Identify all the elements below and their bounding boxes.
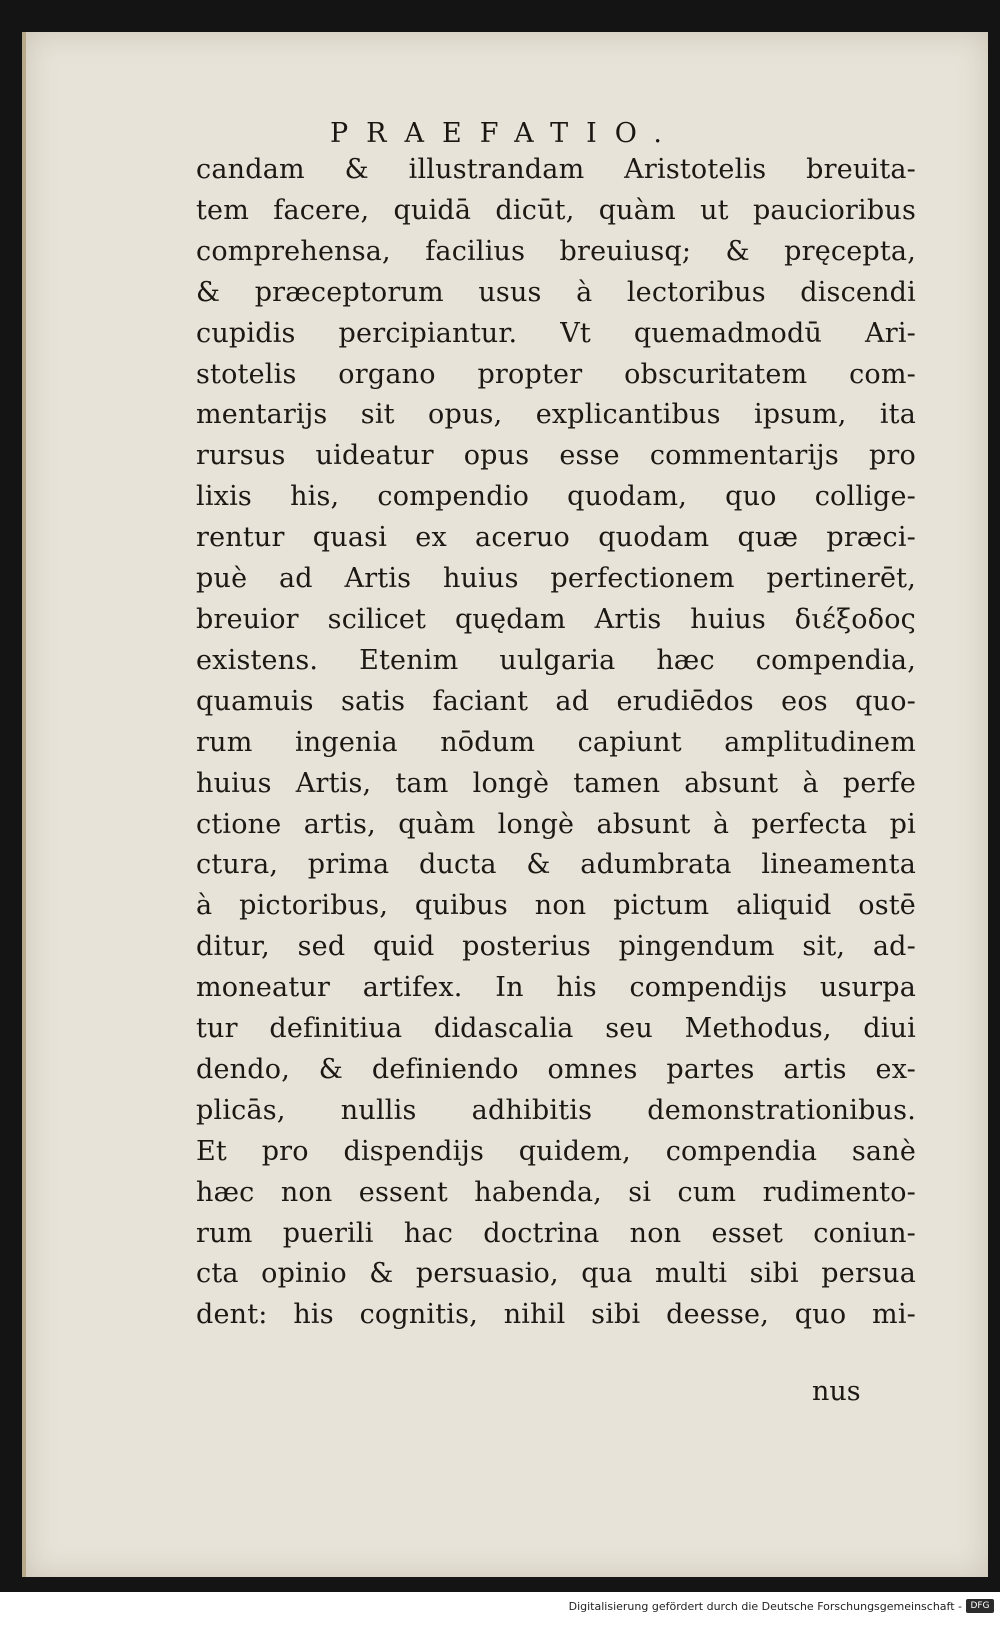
- text-line: existens. Etenim uulgaria hæc compendia,: [196, 644, 916, 676]
- text-line: ctione artis, quàm longè absunt à perfecta pi: [196, 808, 916, 840]
- text-line: rum ingenia nōdum capiunt amplitudinem: [196, 726, 916, 758]
- text-line: plicās, nullis adhibitis demonstrationibus.: [196, 1094, 916, 1126]
- text-line: cta opinio & persuasio, qua multi sibi persua: [196, 1258, 916, 1290]
- text-line: rentur quasi ex aceruo quodam quæ præci-: [196, 522, 916, 554]
- funding-credit: Digitalisierung gefördert durch die Deutsche Forschungsgemeinschaft -: [568, 1600, 962, 1613]
- text-line: tem facere, quidā dicūt, quàm ut paucioribus: [196, 194, 916, 226]
- text-line: cupidis percipiantur. Vt quemadmodū Ari-: [196, 317, 916, 349]
- text-line: rursus uideatur opus esse commentarijs pro: [196, 440, 916, 472]
- text-line: à pictoribus, quibus non pictum aliquid ostē: [196, 890, 916, 922]
- text-line: Et pro dispendijs quidem, compendia sanè: [196, 1135, 916, 1167]
- text-line: stotelis organo propter obscuritatem com-: [196, 358, 916, 390]
- text-line: breuior scilicet quędam Artis huius διέξοδος: [196, 603, 916, 635]
- text-line: comprehensa, facilius breuiusq; & pręcepta,: [196, 235, 916, 267]
- text-line: rum puerili hac doctrina non esset coniun-: [196, 1217, 916, 1249]
- text-line: ctura, prima ducta & adumbrata lineamenta: [196, 849, 916, 881]
- text-line: quamuis satis faciant ad erudiēdos eos quo-: [196, 685, 916, 717]
- text-line: & præceptorum usus à lectoribus discendi: [196, 276, 916, 308]
- text-line: hæc non essent habenda, si cum rudimento-: [196, 1176, 916, 1208]
- text-line: ditur, sed quid posterius pingendum sit, ad-: [196, 931, 916, 963]
- text-line: moneatur artifex. In his compendijs usurpa: [196, 972, 916, 1004]
- text-line: dendo, & definiendo omnes partes artis ex-: [196, 1053, 916, 1085]
- text-line: huius Artis, tam longè tamen absunt à perfe: [196, 767, 916, 799]
- running-header: PRAEFATIO.: [330, 118, 680, 149]
- text-line: dent: his cognitis, nihil sibi deesse, quo mi-: [196, 1299, 916, 1331]
- body-text: [196, 150, 916, 1336]
- text-line: puè ad Artis huius perfectionem pertinerēt,: [196, 563, 916, 595]
- text-line: candam & illustrandam Aristotelis breuita-: [196, 154, 916, 185]
- catchword: nus: [812, 1376, 861, 1407]
- text-line: lixis his, compendio quodam, quo collige-: [196, 481, 916, 513]
- text-line: tur definitiua didascalia seu Methodus, diui: [196, 1013, 916, 1045]
- text-line: mentarijs sit opus, explicantibus ipsum, ita: [196, 399, 916, 431]
- dfg-logo: DFG: [966, 1599, 994, 1613]
- footer-bar: [0, 1592, 1000, 1628]
